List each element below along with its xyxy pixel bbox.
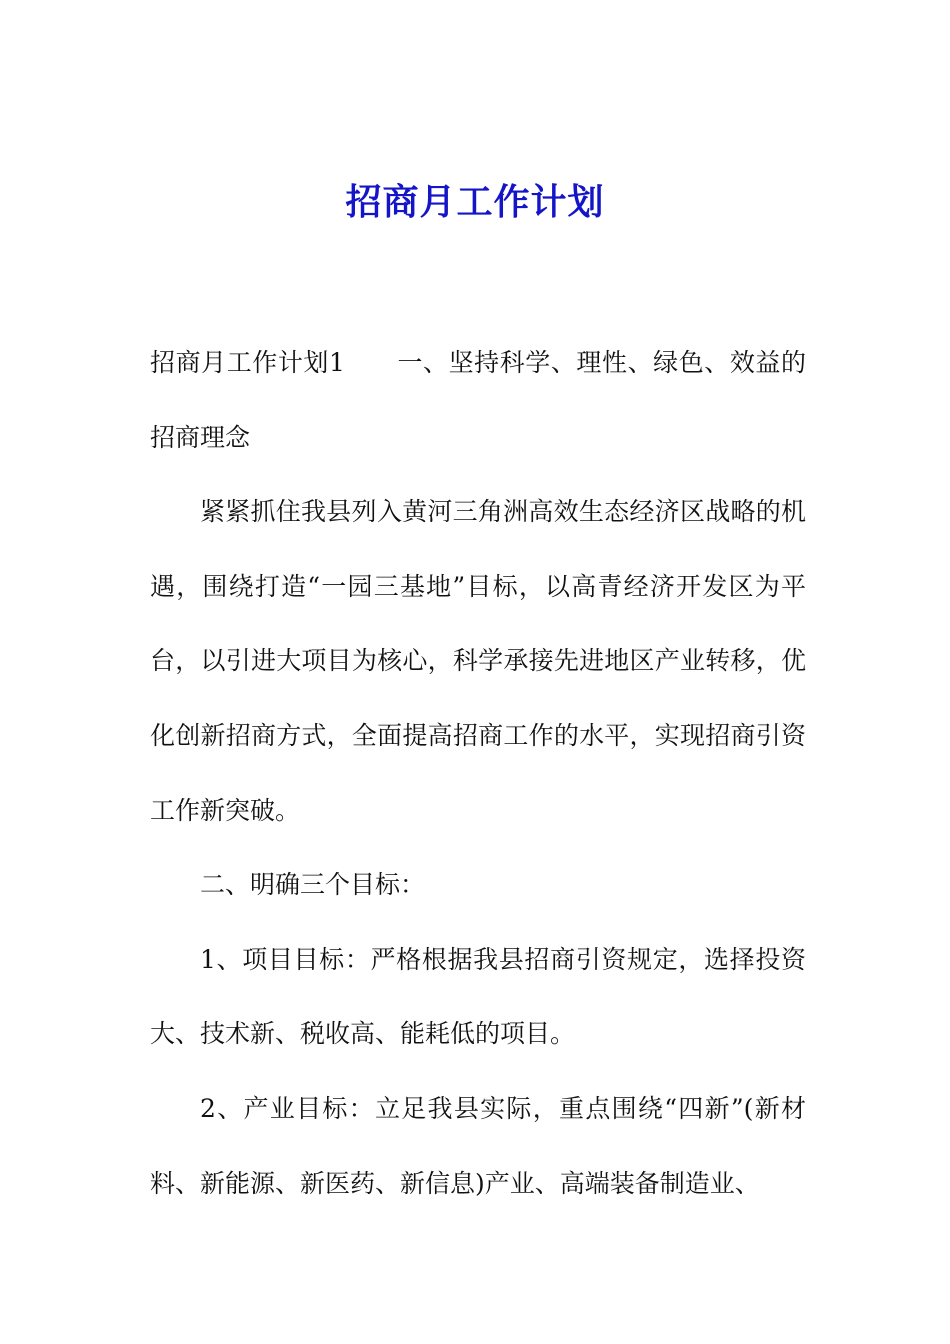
- document-body: [150, 326, 806, 1221]
- paragraph-5: 2、产业目标：立足我县实际，重点围绕“四新”(新材料、新能源、新医药、新信息)产业、高端装备制造业、: [150, 1093, 806, 1198]
- paragraph-4: 1、项目目标：严格根据我县招商引资规定，选择投资大、技术新、税收高、能耗低的项目。: [150, 944, 806, 1049]
- section-heading: 招商月工作计划1: [150, 348, 345, 377]
- paragraph-1: [150, 326, 806, 475]
- paragraph-3: 二、明确三个目标：: [200, 870, 426, 900]
- paragraph-2: 紧紧抓住我县列入黄河三角洲高效生态经济区战略的机遇，围绕打造“一园三基地”目标，以高青经济开发区为平台，以引进大项目为核心，科学承接先进地区产业转移，优化创新招商方式，全面提高招商工作的水平，实现招商引资工作新突破。: [150, 497, 806, 825]
- paragraph-1-text: 一、坚持科学、理性、绿色、效益的招商理念: [150, 348, 806, 452]
- document-title: 招商月工作计划: [345, 181, 605, 223]
